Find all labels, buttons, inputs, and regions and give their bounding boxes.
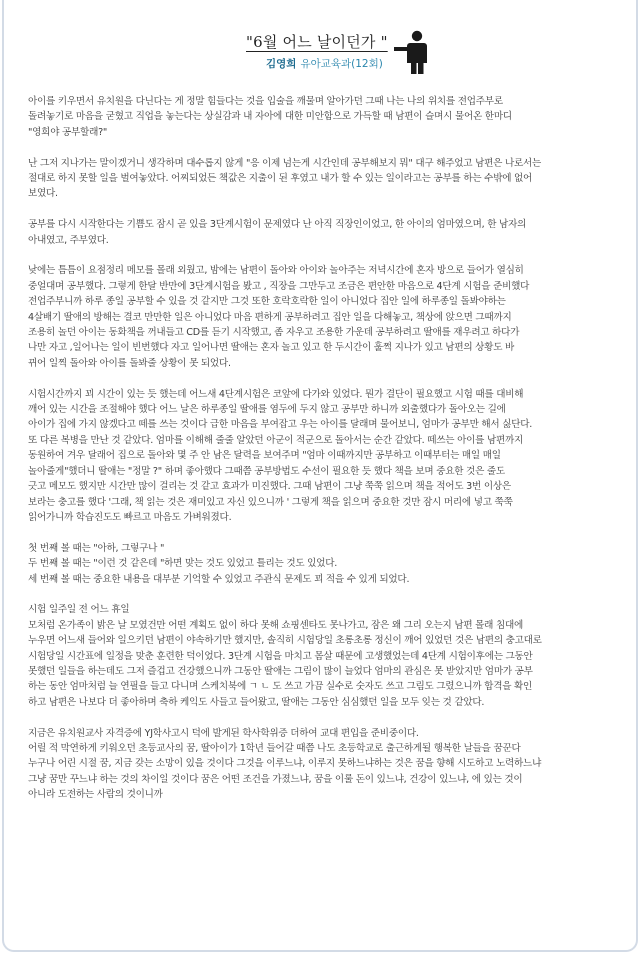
author-name: 김영희	[266, 58, 297, 70]
paragraph-1: 아이를 키우면서 유치원을 다닌다는 게 정말 힘들다는 것을 입술을 깨물며 알아가던 그때 나는 나의 위치를 전업주부로 돌려놓기로 마음을 굳혔고 직업을 놓는다는 상실감과 내 자아에 대한 미안함으로 가득할 때 남편이 슬며시 물어온 한마디 "영희야 공부할래?"	[28, 96, 512, 138]
paragraph-7: 시험 일주일 전 어느 휴일 모처럼 온가족이 밝은 날 모였건만 어떤 계획도 없이 하다 못해 쇼핑센타도 못나가고, 잠은 왜 그리 오는지 남편 몰래 침대에 누우면 어느새 들어와 일으키던 남편이 야속하기만 했지만, 솔직히 시험당일 초롱초롱 정신이 깨어 있었던 것은 남편의 충고대로 시험당일 시간표에 일정을 맞춘 훈련한 덕이었다. 3단계 시험을 마치고 몸살 때문에 고생했었는데 4단계 시험이후에는 그동안 못했던 일들을 하는데도 그저 즐겁고 건강했으니까 그동안 딸애는 그림이 많이 늘었다 엄마의 관심은 못 받았지만 엄마가 공부 하는 동안 엄마처럼 늘 연필을 들고 다니며 스케치북에 ㄱ ㄴ 도 쓰고 가끔 실수로 숫자도 쓰고 그림도 그렸으니까 합격을 확인 하고 남편은 나보다 더 좋아하며 축하 케익도 사들고 들어왔고, 딸애는 그동안 심심했던 일을 모두 잊는 것 같았다.	[28, 604, 542, 708]
article-header	[0, 26, 643, 76]
paragraph-2: 난 그저 지나가는 말이겠거니 생각하며 대수롭지 않게 "응 이제 넘는게 시간인데 공부해보지 뭐" 대구 해주었고 남편은 나로서는 절대로 하지 못할 일을 벌여놓았다. 어찌되었든 책값은 지출이 된 후였고 내가 할 수 있는 일이라고는 공부를 하는 수밖에 없어 보였다.	[28, 157, 542, 200]
article-title: "6월 어느 날이던가 "	[246, 33, 388, 51]
paragraph-6: 첫 번째 볼 때는 "아하, 그렇구나 " 두 번째 볼 때는 "이런 것 같은데 "하면 맞는 것도 있었고 틀리는 것도 있었다. 세 번째 볼 때는 중요한 내용을 대부분 기억할 수 있었고 주관식 문제도 꾀 적을 수 있게 되었다.	[28, 542, 410, 585]
paragraph-5: 시험시간까지 꾀 시간이 있는 듯 했는데 어느새 4단계시험은 코앞에 다가와 있었다. 뭔가 결단이 필요했고 시험 때를 대비해 깨어 있는 시간을 조절해야 했다 어느 날은 하루종일 딸애를 염두에 두지 않고 공부만 하니까 외출했다가 돌아오는 길에 아이가 집에 가지 않겠다고 떼를 쓰는 것이다 급한 마음을 부여잡고 우는 아이를 달래며 물어보니, 엄마가 공부만 해서 싫단다. 또 다른 복병을 만난 것 같았다. 엄마를 이해해 줄줄 알았던 아군이 적군으로 돌아서는 순간 같았다. 떼쓰는 아이를 남편까지 동원하여 겨우 달래어 집으로 돌아와 몇 주 안 남은 달력을 보여주며 "엄마 이때까지만 공부하고 이때부터는 매일 매일 놀아줄게"했더니 딸애는 "정말 ?" 하며 좋아했다 그때쯤 공부방법도 수선이 필요한 듯 했다 책을 보며 중요한 것은 줄도 긋고 메모도 했지만 시간만 많이 걸리는 것 같고 효과가 미진했다. 그때 남편이 그냥 쭉쭉 읽으며 책을 적어도 3번 이상은 보라는 충고를 했다 '그래, 책 읽는 것은 재미있고 자신 있으니까 ' 그렇게 책을 읽으며 중요한 것만 잠시 머리에 넣고 쭉쭉 읽어가니까 학습진도도 빠르고 마음도 가벼워졌다.	[28, 388, 533, 523]
paragraph-3: 공부를 다시 시작한다는 기쁨도 잠시 곧 있을 3단계시험이 문제였다 난 아직 직장인이었고, 한 아이의 엄마였으며, 한 남자의 아내였고, 주부였다.	[28, 219, 527, 246]
article-body	[28, 94, 618, 818]
paragraph-4: 낮에는 틈틈이 요점정리 메모를 몰래 외웠고, 밤에는 남편이 돌아와 아이와 놀아주는 저녁시간에 혼자 방으로 들어가 열심히 중얼대며 공부했다. 그렇게 한달 반만에 3단계시험을 봤고 , 직장을 그만두고 조금은 편안한 마음으로 4단계 시험을 준비했다 전업주부니까 하루 종일 공부할 수 있을 것 같지만 그것 또한 호락호락한 일이 아니었다 집안 일에 하루종일 돌봐야하는 4살배기 딸애의 방해는 결코 만만한 일은 아니었다 마음 편하게 공부하려고 집안 일을 다해놓고, 책상에 앉으면 그때까지 조용히 놀던 아이는 동화책을 꺼내들고 CD를 듣기 시작했고, 좀 자우고 조용한 가운데 공부하려고 딸애를 재우려고 하다가 나만 자고 ,일어나는 일이 빈번했다 자고 일어나면 딸애는 혼자 놀고 있고 한 두시간이 훌쩍 지나가 있고 남편의 상황도 바 뀌어 일찍 돌아와 아이를 돌봐줄 상황이 못 되었다.	[28, 265, 530, 369]
paragraph-8: 지금은 유치원교사 자격증에 YJ학사고시 덕에 발게된 학사학위증 더하여 교대 편입을 준비중이다. 어릴 적 막연하게 키워오던 초등교사의 꿈, 딸아이가 1학년 들어갈 때쯤 나도 초등학교로 출근하게될 행복한 날들을 꿈꾼다 누구나 어린 시절 꿈, 지금 갖는 소망이 있을 것이다 그것을 이루느냐, 이루지 못하느냐하는 것은 꿈을 향해 시도하고 노력하느냐 그냥 꿈만 꾸느냐 하는 것의 차이일 것이다 꿈은 어떤 조건을 가졌느냐, 꿈을 이룰 돈이 있느냐, 건강이 있느냐, 에 있는 것이 아니라 도전하는 사람의 것이니까	[28, 727, 542, 801]
author-department: 유아교육과(12회)	[300, 58, 383, 70]
person-at-podium-icon	[392, 30, 430, 74]
byline	[266, 56, 383, 71]
